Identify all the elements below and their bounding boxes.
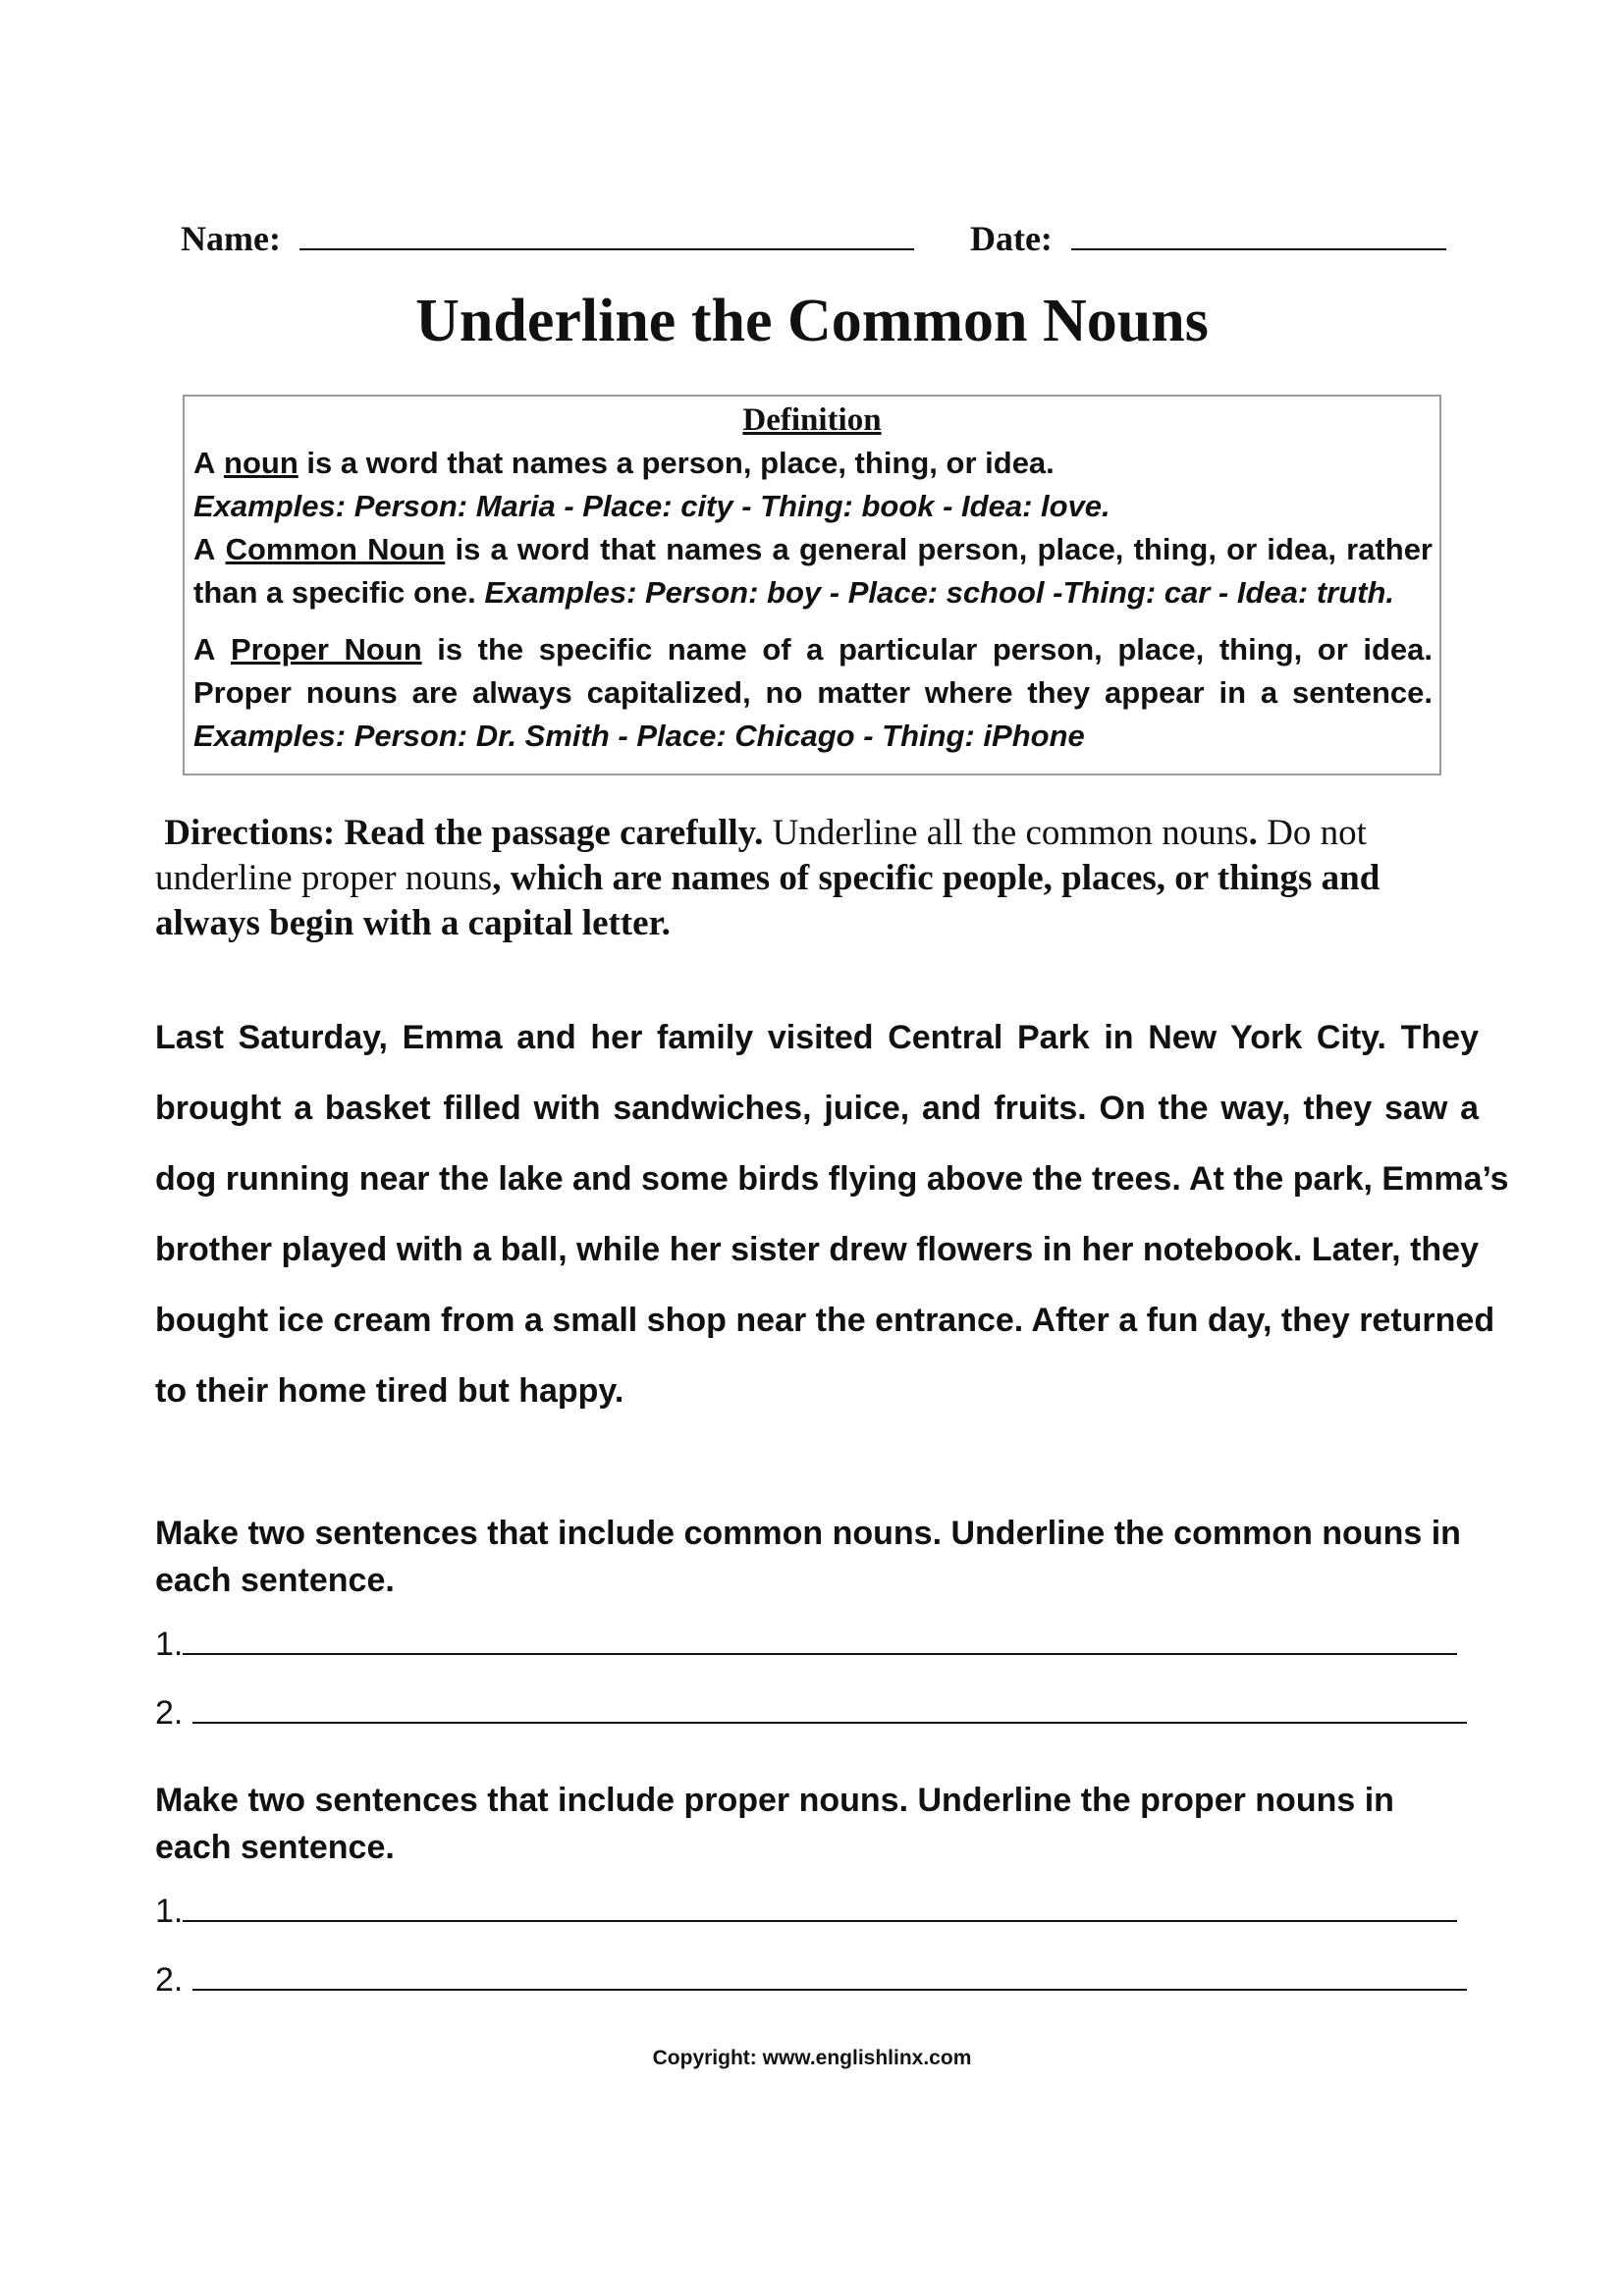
- proper-noun-examples: Examples: Person: Dr. Smith - Place: Chicago - Thing: iPhone: [193, 719, 1085, 753]
- proper-answer-1: 1.: [155, 1893, 1457, 1931]
- common-noun-prompt: Make two sentences that include common nouns. Underline the common nouns in each sentence.: [155, 1515, 1461, 1599]
- page-title: Underline the Common Nouns: [415, 288, 1209, 354]
- common-noun-continued: than a specific one. Examples: Person: boy - Place: school -Thing: car - Idea: truth.: [193, 575, 1395, 610]
- common-noun-definition: A Common Noun is a word that names a general person, place, thing, or idea, rather: [193, 532, 1433, 566]
- noun-definition: A noun is a word that names a person, place, thing, or idea.: [193, 446, 1055, 480]
- directions-label: Directions:: [164, 813, 336, 853]
- passage-line: brother played with a ball, while her sister drew flowers in her notebook. Later, they: [155, 1231, 1479, 1268]
- date-blank[interactable]: [1071, 244, 1446, 250]
- name-date-row: [181, 218, 1446, 259]
- name-blank[interactable]: [299, 244, 914, 250]
- noun-examples: Examples: Person: Maria - Place: city - Thing: book - Idea: love.: [193, 489, 1110, 523]
- passage-line: brought a basket filled with sandwiches, juice, and fruits. On the way, they saw a: [155, 1090, 1479, 1127]
- noun-term: noun: [224, 446, 298, 480]
- common-answer-2-line[interactable]: [192, 1718, 1467, 1724]
- definition-heading: Definition: [742, 402, 882, 438]
- common-noun-term: Common Noun: [225, 532, 446, 566]
- directions: Directions: Read the passage carefully. Underline all the common nouns. Do not underline proper nouns, which are names of specific people, places, or things and always begin with a capital letter.: [155, 813, 1380, 943]
- proper-noun-term: Proper Noun: [230, 632, 422, 667]
- passage-line: Last Saturday, Emma and her family visited Central Park in New York City. They: [155, 1019, 1479, 1056]
- common-answer-2: 2.: [155, 1694, 1467, 1733]
- proper-answer-1-line[interactable]: [183, 1916, 1457, 1922]
- proper-noun-line2: Proper nouns are always capitalized, no matter where they appear in a sentence.: [193, 675, 1433, 710]
- common-answer-1-line[interactable]: [183, 1649, 1457, 1655]
- passage-line: to their home tired but happy.: [155, 1372, 624, 1410]
- passage-line: dog running near the lake and some birds flying above the trees. At the park, Emma’s: [155, 1160, 1509, 1198]
- common-answer-1: 1.: [155, 1626, 1457, 1664]
- common-noun-examples: Examples: Person: boy - Place: school -Thing: car - Idea: truth.: [484, 575, 1395, 610]
- copyright: Copyright: www.englishlinx.com: [652, 2047, 972, 2069]
- name-label: Name:: [181, 219, 281, 258]
- passage-line: bought ice cream from a small shop near the entrance. After a fun day, they returned: [155, 1302, 1495, 1339]
- proper-noun-definition: A Proper Noun is the specific name of a particular person, place, thing, or idea.: [193, 632, 1433, 667]
- proper-noun-prompt: Make two sentences that include proper nouns. Underline the proper nouns in each sentence.: [155, 1782, 1394, 1866]
- proper-answer-2-line[interactable]: [192, 1985, 1467, 1991]
- proper-answer-2: 2.: [155, 1961, 1467, 2000]
- definition-box: [183, 395, 1441, 775]
- date-label: Date:: [969, 219, 1053, 258]
